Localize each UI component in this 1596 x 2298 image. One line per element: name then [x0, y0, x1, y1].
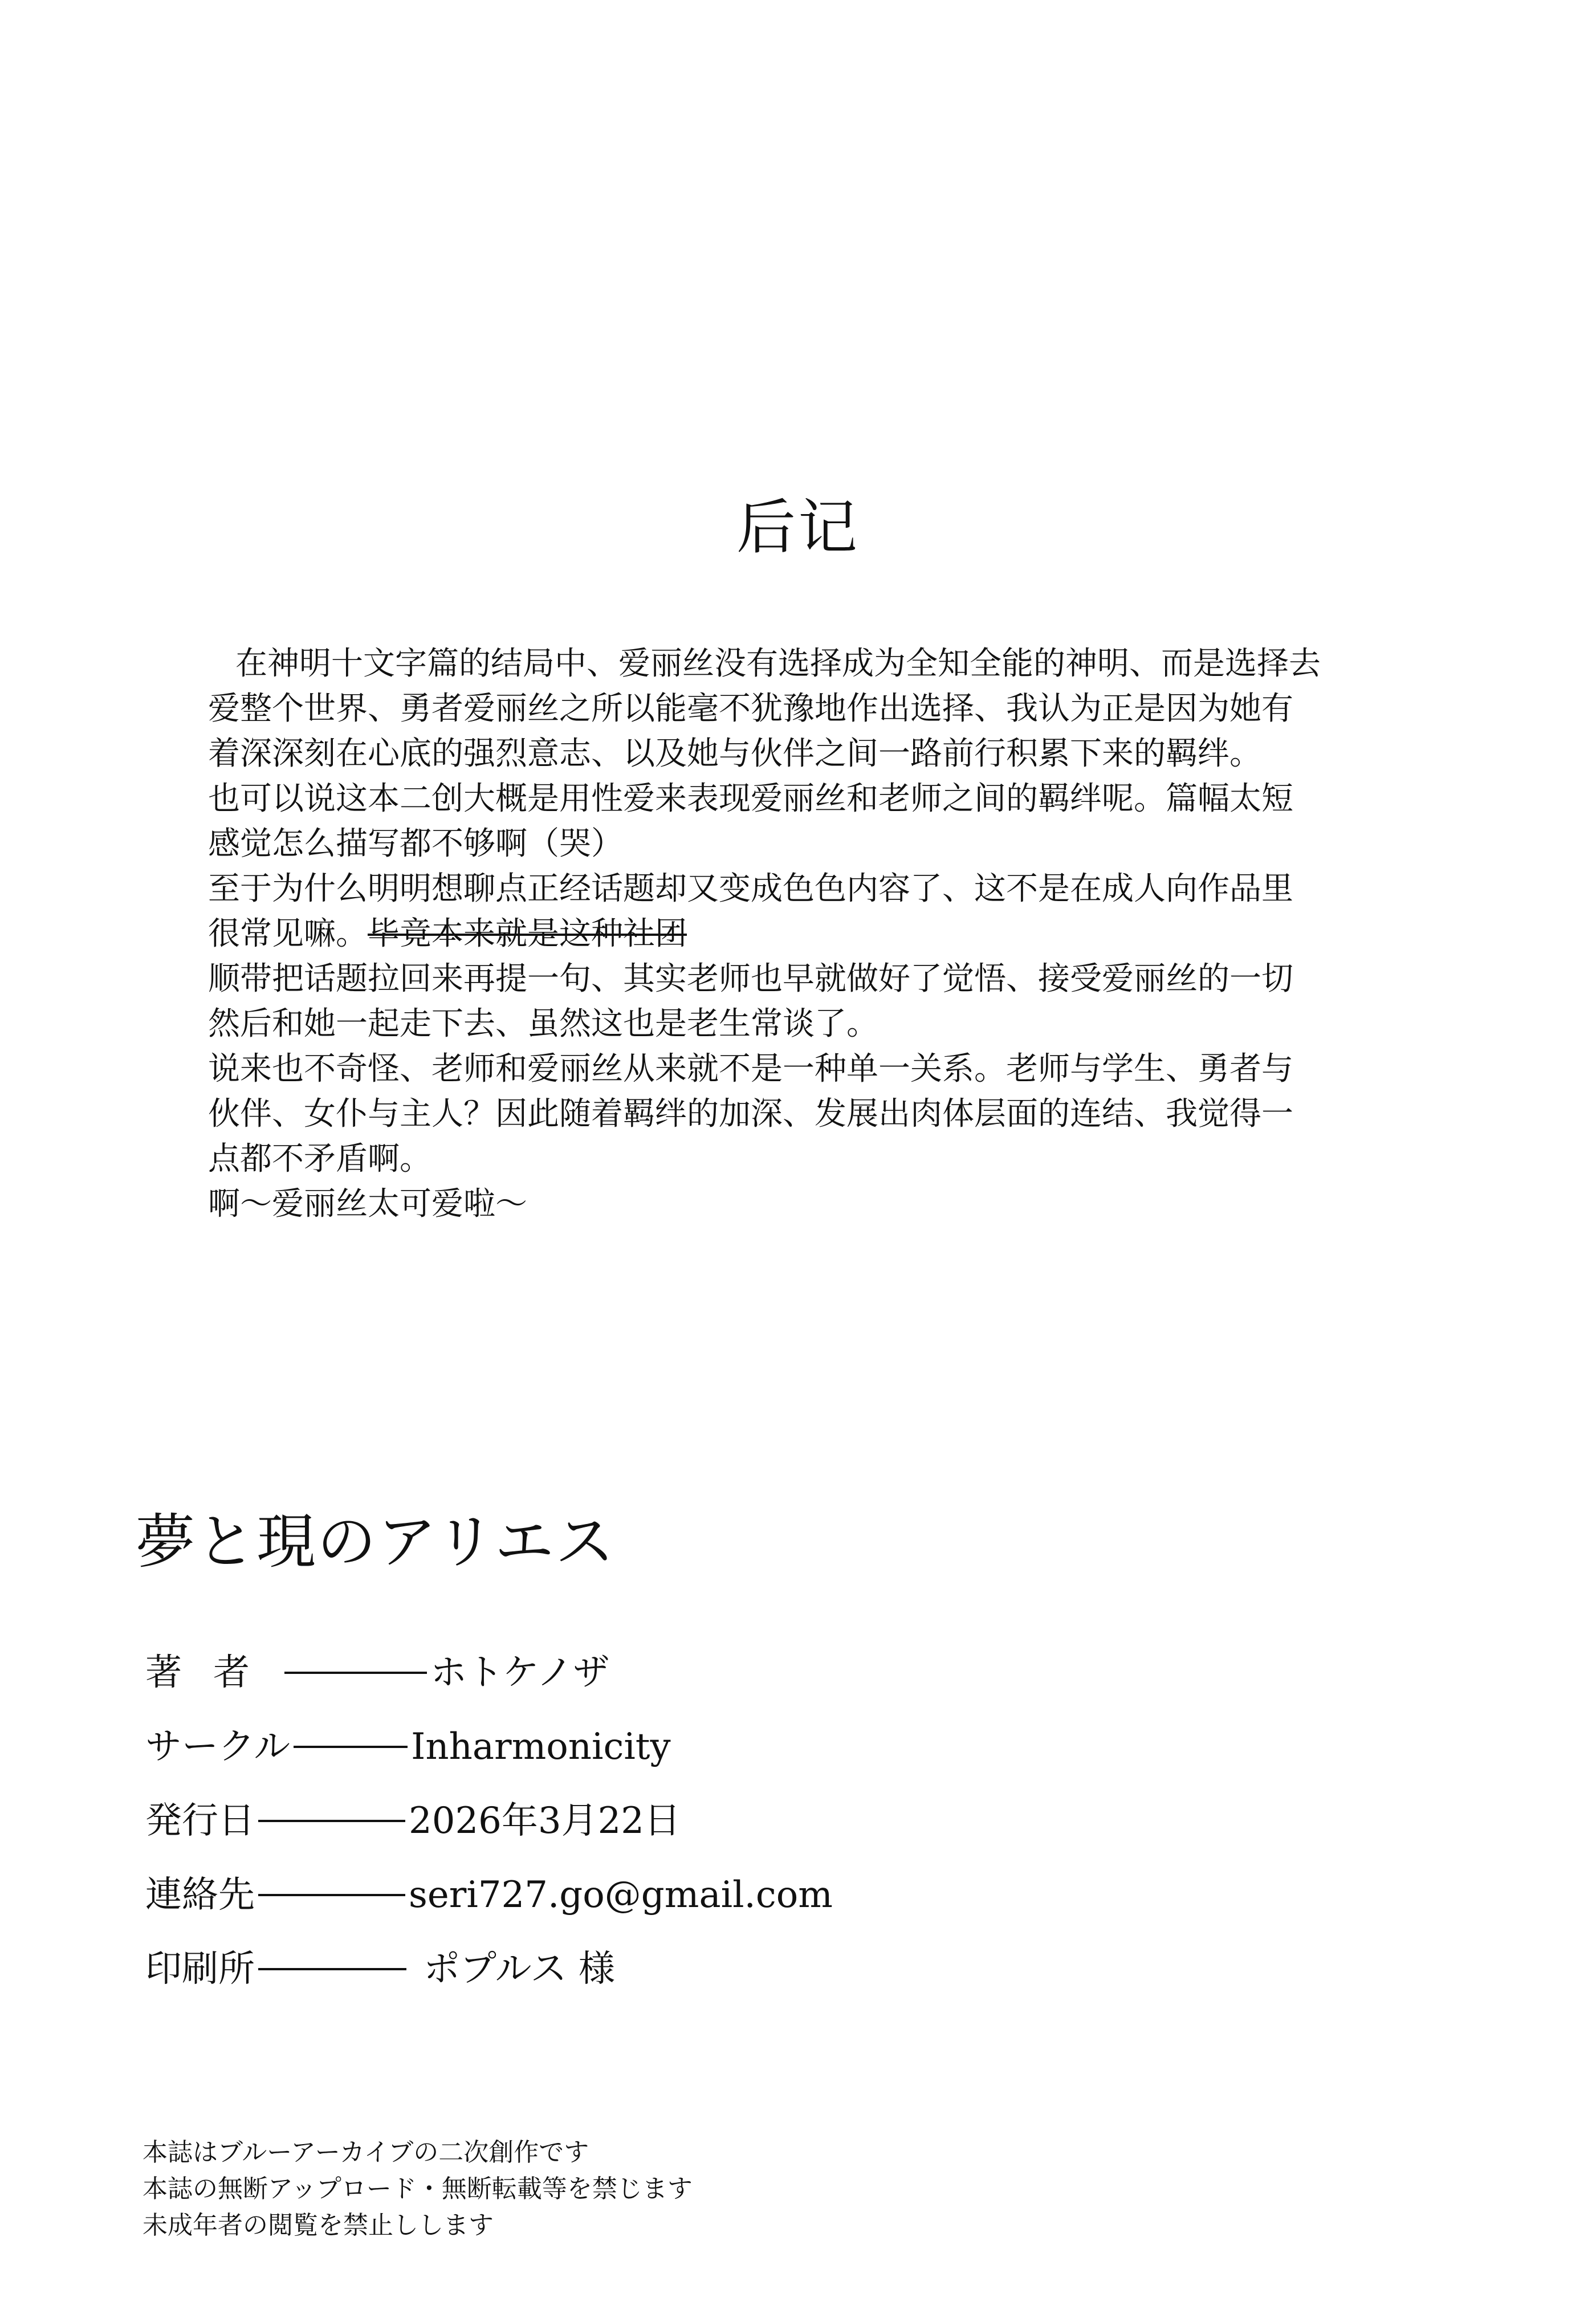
afterword-line: 很常见嘛。 — [208, 915, 368, 952]
colophon-value: 2026年3月22日 — [409, 1799, 681, 1842]
afterword-line: 顺带把话题拉回来再提一句、其实老师也早就做好了觉悟、接受爱丽丝的一切 — [208, 960, 1293, 997]
afterword-line: 也可以说这本二创大概是用性爱来表现爱丽丝和老师之间的羁绊呢。篇幅太短 — [208, 780, 1293, 817]
afterword-body — [208, 641, 1439, 1227]
afterword-line-with-strike — [208, 911, 1439, 956]
colophon-row-contact — [145, 1864, 1399, 1938]
legal-note: 本誌の無断アップロード・無断転載等を禁じます — [142, 2174, 693, 2203]
colophon-row-circle — [145, 1716, 1399, 1790]
colophon-value: ホトケノザ — [430, 1651, 610, 1694]
afterword-line: 至于为什么明明想聊点正经话题却又变成色色内容了、这不是在成人向作品里 — [208, 870, 1293, 907]
colophon-label: 著者 — [145, 1651, 281, 1694]
leader-dash — [284, 1672, 427, 1674]
legal-note: 本誌はブルーアーカイブの二次創作です — [142, 2138, 589, 2167]
afterword-line: 着深深刻在心底的强烈意志、以及她与伙伴之间一路前行积累下来的羁绊。 — [208, 735, 1261, 772]
afterword-line: 点都不矛盾啊。 — [208, 1140, 431, 1177]
colophon-label: 印刷所 — [145, 1947, 255, 1990]
colophon-label: 連絡先 — [145, 1873, 255, 1916]
book-title: 夢と現のアリエス — [136, 1507, 616, 1576]
colophon-row-printer — [145, 1938, 1399, 2012]
afterword-line: 啊～爱丽丝太可爱啦～ — [208, 1185, 527, 1223]
afterword-line: 感觉怎么描写都不够啊（哭） — [208, 825, 623, 862]
afterword-line: 在神明十文字篇的结局中、爱丽丝没有选择成为全知全能的神明、而是选择去 — [235, 645, 1321, 682]
colophon-label: サークル — [145, 1725, 291, 1768]
afterword-line: 说来也不奇怪、老师和爱丽丝从来就不是一种单一关系。老师与学生、勇者与 — [208, 1050, 1293, 1087]
afterword-line: 然后和她一起走下去、虽然这也是老生常谈了。 — [208, 1005, 878, 1042]
strikethrough-text: 毕竟本来就是这种社团 — [368, 915, 687, 952]
colophon-value: seri727.go@gmail.com — [409, 1873, 833, 1916]
leader-dash — [258, 1968, 406, 1970]
leader-dash — [258, 1820, 405, 1822]
afterword-line: 伙伴、女仆与主人？因此随着羁绊的加深、发展出肉体层面的连结、我觉得一 — [208, 1095, 1293, 1132]
afterword-line: 爱整个世界、勇者爱丽丝之所以能毫不犹豫地作出选择、我认为正是因为她有 — [208, 690, 1293, 727]
colophon — [145, 1641, 1399, 2012]
colophon-value: Inharmonicity — [411, 1725, 671, 1768]
leader-dash — [294, 1746, 408, 1748]
colophon-label: 発行日 — [145, 1799, 255, 1842]
colophon-row-date — [145, 1790, 1399, 1864]
leader-dash — [258, 1894, 405, 1896]
legal-note: 未成年者の閲覧を禁止しします — [142, 2211, 494, 2240]
colophon-row-author — [145, 1641, 1399, 1716]
afterword-title: 后记 — [736, 492, 860, 562]
colophon-value: ポプルス 様 — [424, 1947, 615, 1990]
legal-notes — [142, 2134, 693, 2244]
